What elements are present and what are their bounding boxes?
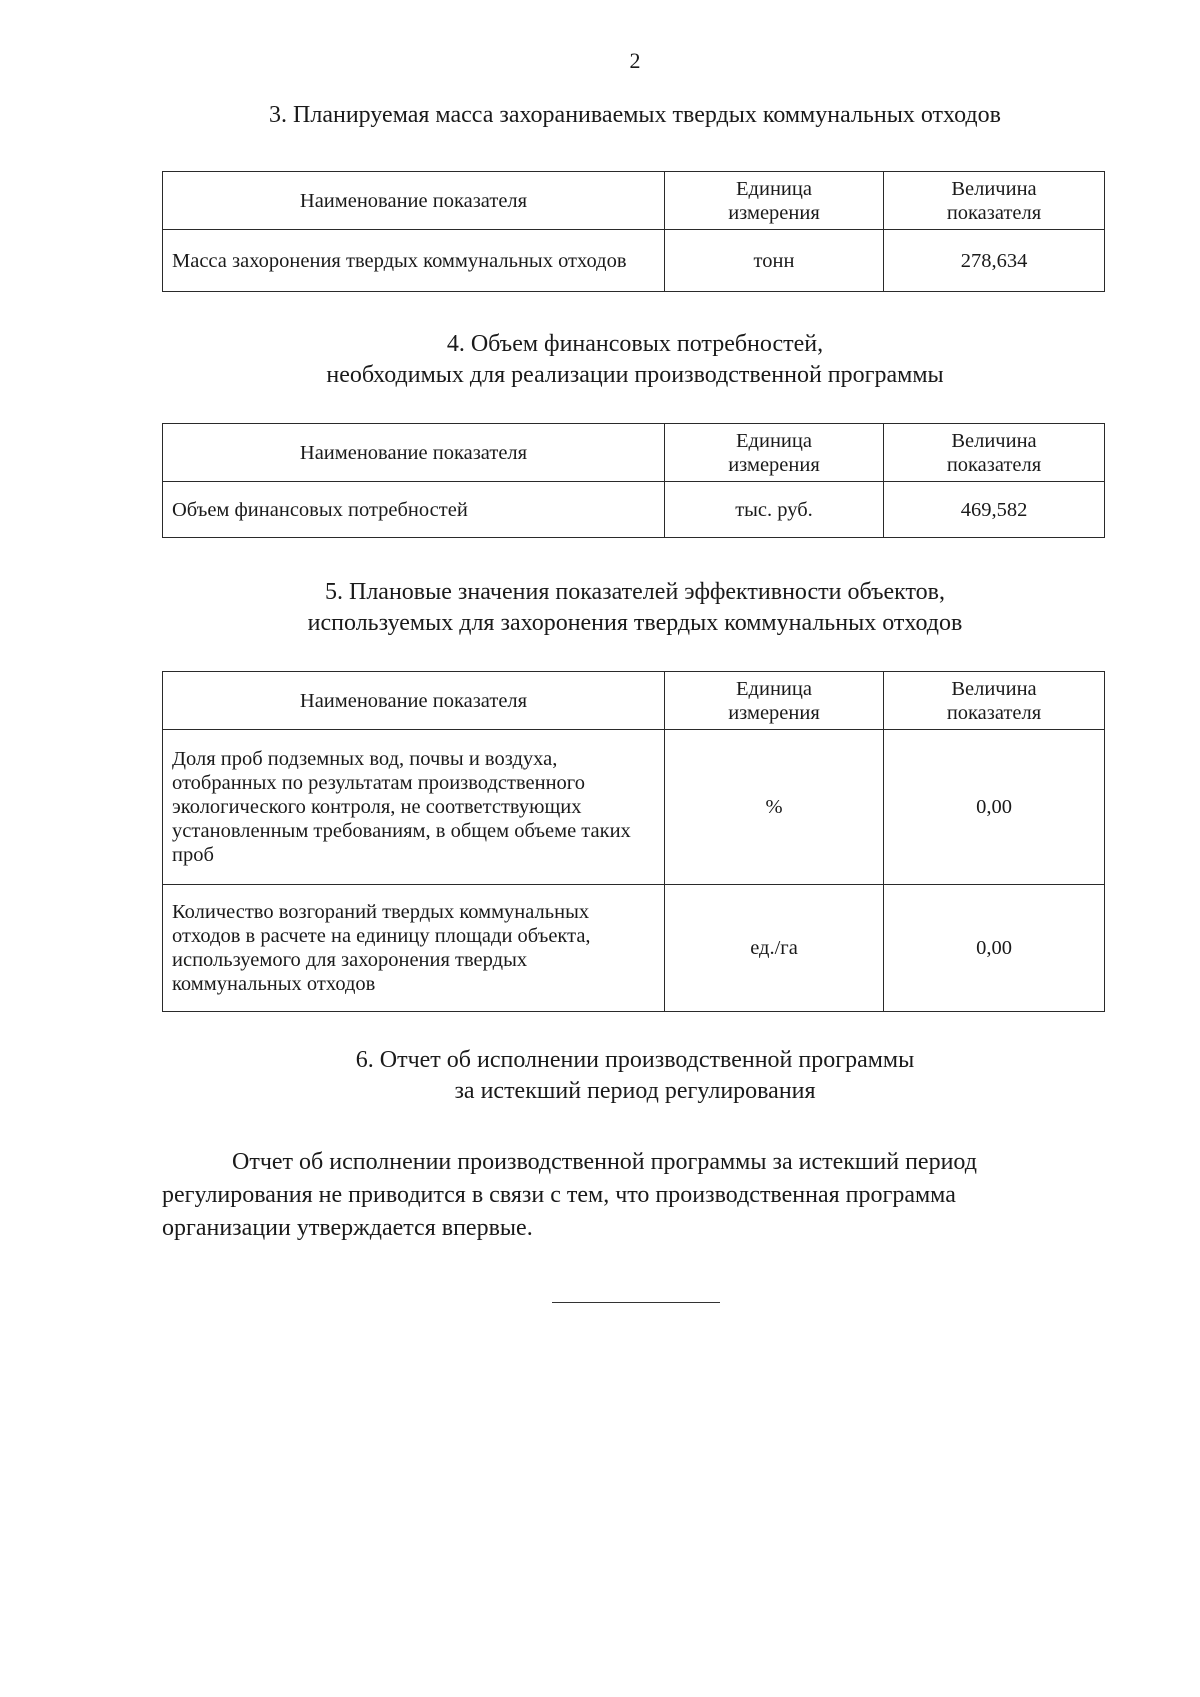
row-indicator-name: Количество возгораний твердых коммунальных отходов в расчете на единицу площади объекта, используемого для захоронения твердых коммунальных отходов — [163, 885, 665, 1012]
paragraph-line-3: организации утверждается впервые. — [162, 1215, 533, 1241]
section-4-title-line-1: 4. Объем финансовых потребностей, — [446, 331, 824, 357]
header-value-text: Величина показателя — [946, 429, 1042, 476]
table-row — [163, 482, 1105, 538]
row-indicator-name: Масса захоронения твердых коммунальных отходов — [163, 230, 665, 292]
section-3-title-line: 3. Планируемая масса захораниваемых твердых коммунальных отходов — [269, 102, 1001, 128]
header-indicator-name: Наименование показателя — [163, 172, 665, 230]
section-5-title — [150, 577, 1120, 639]
header-value-text: Величина показателя — [946, 677, 1042, 724]
row-unit: % — [665, 730, 884, 885]
row-indicator-name: Доля проб подземных вод, почвы и воздуха, отобранных по результатам производственного экологического контроля, не соответствующих установленным требованиям, в общем объеме таких проб — [163, 730, 665, 885]
header-value-text: Величина показателя — [946, 177, 1042, 224]
row-value: 0,00 — [884, 885, 1105, 1012]
table-row — [163, 230, 1105, 292]
efficiency-table — [162, 671, 1105, 1012]
paragraph-line-1: Отчет об исполнении производственной программы за истекший период — [232, 1149, 977, 1175]
header-unit — [665, 172, 884, 230]
page-number: 2 — [629, 48, 641, 73]
section-4-title-line-2: необходимых для реализации производственной программы — [326, 362, 944, 388]
header-value — [884, 424, 1105, 482]
section-6-title-line-1: 6. Отчет об исполнении производственной программы — [355, 1047, 915, 1073]
header-indicator-name: Наименование показателя — [163, 424, 665, 482]
header-unit — [665, 672, 884, 730]
mass-table — [162, 171, 1105, 292]
table-header-row — [163, 424, 1105, 482]
header-value — [884, 172, 1105, 230]
row-unit: ед./га — [665, 885, 884, 1012]
section-6-title — [150, 1045, 1120, 1107]
report-paragraph — [162, 1146, 1112, 1245]
row-value: 0,00 — [884, 730, 1105, 885]
row-unit: тонн — [665, 230, 884, 292]
row-unit: тыс. руб. — [665, 482, 884, 538]
section-6-title-line-2: за истекший период регулирования — [454, 1078, 816, 1104]
row-indicator-name: Объем финансовых потребностей — [163, 482, 665, 538]
section-5-title-line-1: 5. Плановые значения показателей эффективности объектов, — [324, 579, 946, 605]
finance-table — [162, 423, 1105, 538]
table-row — [163, 885, 1105, 1012]
header-unit-text: Единица измерения — [728, 677, 820, 724]
header-unit — [665, 424, 884, 482]
table-header-row — [163, 672, 1105, 730]
paragraph-line-2: регулирования не приводится в связи с тем, что производственная программа — [162, 1182, 956, 1208]
table-row — [163, 730, 1105, 885]
header-unit-text: Единица измерения — [728, 429, 820, 476]
row-value: 469,582 — [884, 482, 1105, 538]
header-value — [884, 672, 1105, 730]
end-divider-line — [552, 1302, 720, 1303]
header-unit-text: Единица измерения — [728, 177, 820, 224]
section-3-title — [150, 100, 1120, 131]
header-indicator-name: Наименование показателя — [163, 672, 665, 730]
section-5-title-line-2: используемых для захоронения твердых коммунальных отходов — [307, 610, 963, 636]
section-4-title — [150, 329, 1120, 391]
table-header-row — [163, 172, 1105, 230]
row-value: 278,634 — [884, 230, 1105, 292]
